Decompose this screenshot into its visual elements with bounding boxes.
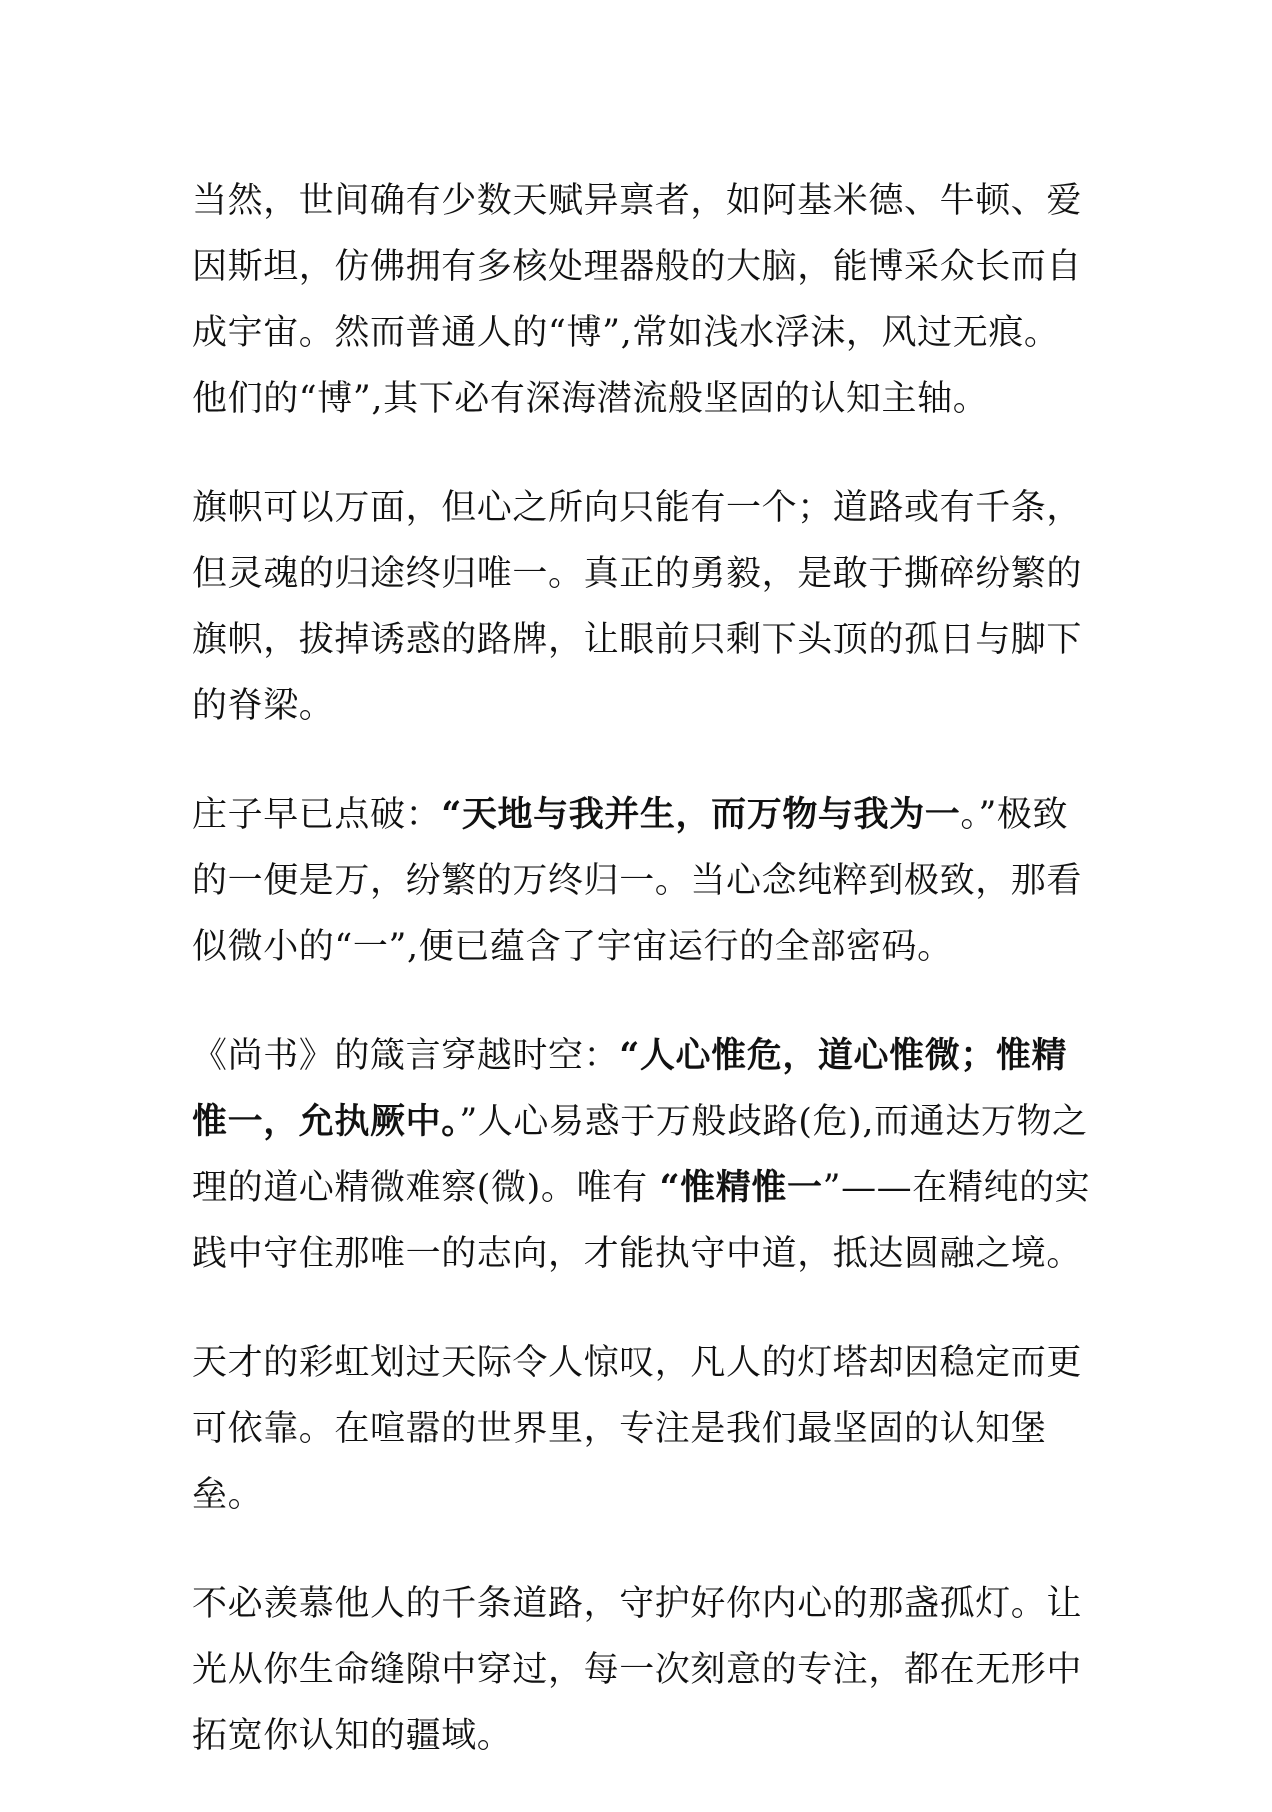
paragraph-text: 庄子早已点破： bbox=[192, 795, 442, 835]
paragraph-genius bbox=[192, 168, 1092, 432]
document-body bbox=[192, 168, 1092, 1812]
paragraph-text: ”——在精纯的实践中守住那唯一的志向，才能执守中道，抵达圆融之境。 bbox=[192, 1168, 1091, 1274]
paragraph-text: 天才的彩虹划过天际令人惊叹，凡人的灯塔却因稳定而更可依靠。在喧嚣的世界里，专注是我们最坚固的认知堡垒。 bbox=[192, 1343, 1083, 1515]
paragraph-text: 。”极致的一便是万，纷繁的万终归一。当心念纯粹到极致，那看似微小的“一”,便已蕴含了宇宙运行的全部密码。 bbox=[192, 795, 1083, 967]
paragraph-text: 《尚书》的箴言穿越时空： bbox=[192, 1036, 620, 1076]
bold-quote: “惟精惟一 bbox=[659, 1167, 823, 1208]
paragraph-lighthouse bbox=[192, 1330, 1092, 1528]
paragraph-banners bbox=[192, 475, 1092, 739]
bold-quote: “人心惟危，道心惟微；惟精惟一，允执厥中。 bbox=[192, 1035, 1068, 1142]
paragraph-text: 当然，世间确有少数天赋异禀者，如阿基米德、牛顿、爱因斯坦，仿佛拥有多核处理器般的大脑，能博采众长而自成宇宙。然而普通人的“博”,常如浅水浮沫，风过无痕。他们的“博”,其下必有深海潜流般坚固的认知主轴。 bbox=[192, 181, 1083, 419]
paragraph-text: ”人心易惑于万般歧路(危),而通达万物之理的道心精微难察(微)。唯有 bbox=[192, 1102, 1088, 1208]
bold-quote: “天地与我并生，而万物与我为一 bbox=[441, 794, 961, 835]
paragraph-text: 不必羡慕他人的千条道路，守护好你内心的那盏孤灯。让光从你生命缝隙中穿过，每一次刻意的专注，都在无形中拓宽你认知的疆域。 bbox=[192, 1584, 1083, 1756]
paragraph-text: 旗帜可以万面，但心之所向只能有一个；道路或有千条，但灵魂的归途终归唯一。真正的勇毅，是敢于撕碎纷繁的旗帜，拔掉诱惑的路牌，让眼前只剩下头顶的孤日与脚下的脊梁。 bbox=[192, 488, 1083, 726]
paragraph-lamp bbox=[192, 1571, 1092, 1769]
paragraph-shangshu bbox=[192, 1023, 1092, 1287]
paragraph-zhuangzi bbox=[192, 782, 1092, 980]
